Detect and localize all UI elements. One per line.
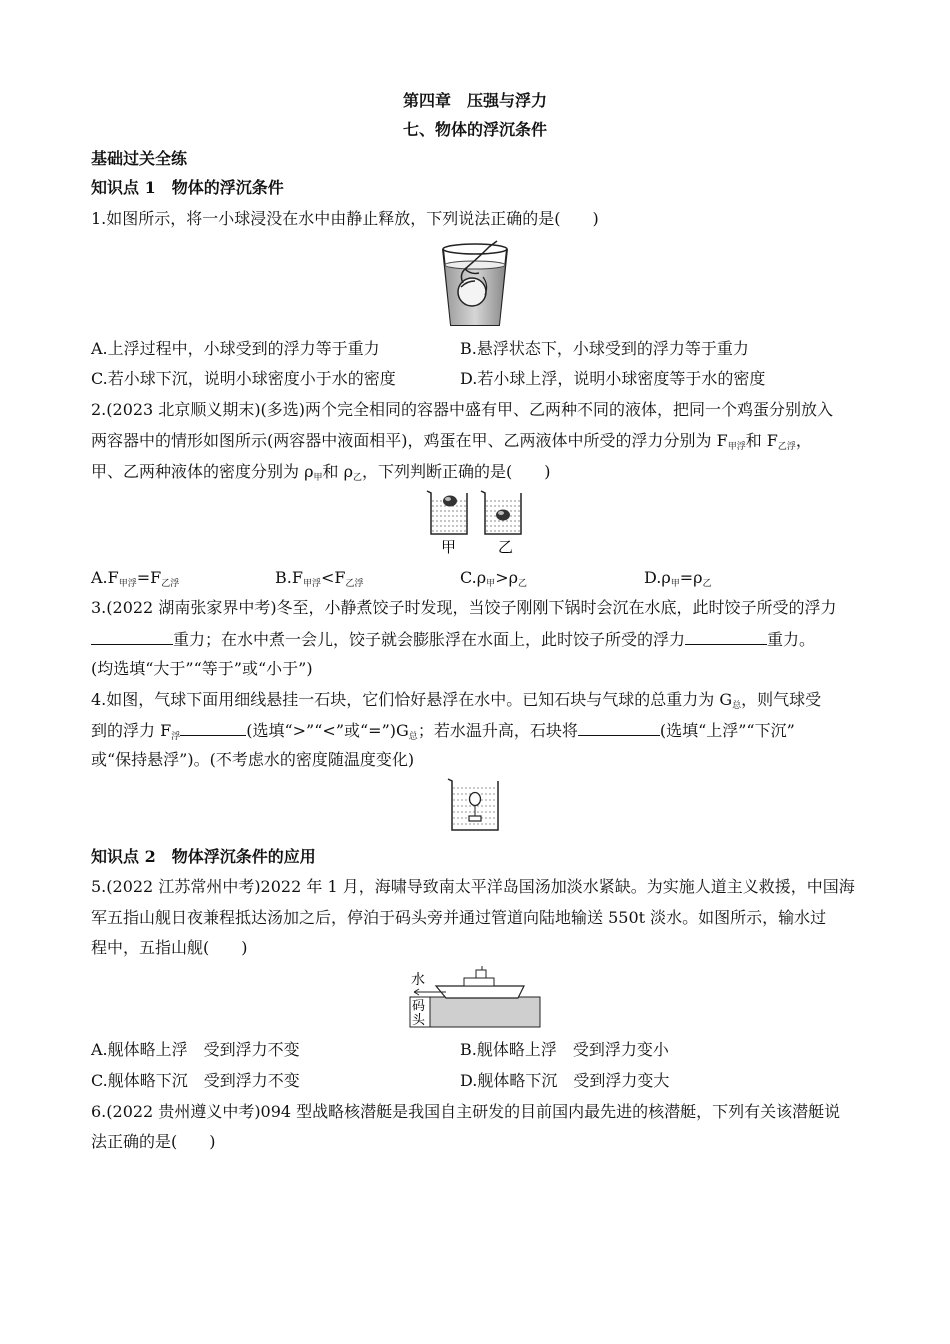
q2-line-1: 2.(2023 北京顺义期末)(多选)两个完全相同的容器中盛有甲、乙两种不同的液体，把同一个鸡蛋分别放入 bbox=[91, 400, 834, 419]
q3-line-3: (均选填“大于”“等于”或“小于”) bbox=[91, 659, 313, 678]
q3-line-2: 重力；在水中煮一会儿，饺子就会膨胀浮在水面上，此时饺子所受的浮力 重力。 bbox=[91, 628, 815, 651]
q5-option-a: A.舰体略上浮 受到浮力不变 bbox=[91, 1040, 300, 1059]
q4-line-3: 或“保持悬浮”)。(不考虑水的密度随温度变化) bbox=[91, 750, 415, 769]
q6-line-2: 法正确的是( ) bbox=[91, 1132, 216, 1151]
q3-blank-2[interactable] bbox=[685, 628, 767, 645]
section-title: 七、物体的浮沉条件 bbox=[402, 120, 547, 139]
q1-option-c: C.若小球下沉，说明小球密度小于水的密度 bbox=[91, 369, 396, 388]
q5-option-b: B.舰体略上浮 受到浮力变小 bbox=[460, 1040, 669, 1059]
q1-stem: 1.如图所示，将一小球浸没在水中由静止释放，下列说法正确的是( ) bbox=[91, 209, 599, 228]
knowledge-point-1: 知识点 1 物体的浮沉条件 bbox=[91, 178, 284, 197]
q2-fig-label-yi: 乙 bbox=[498, 538, 514, 556]
q2-option-d: D.ρ甲=ρ乙 bbox=[644, 568, 712, 589]
q5-line-1: 5.(2022 江苏常州中考)2022 年 1 月，海啸导致南太平洋岛国汤加淡水紧缺。为实施人道主义救援，中国海 bbox=[91, 877, 855, 896]
q5-option-c: C.舰体略下沉 受到浮力不变 bbox=[91, 1071, 300, 1090]
q1-option-b: B.悬浮状态下，小球受到的浮力等于重力 bbox=[460, 339, 749, 358]
q4-blank-1[interactable] bbox=[180, 719, 246, 736]
q4-blank-2[interactable] bbox=[578, 719, 660, 736]
q4-line-2: 到的浮力 F浮 (选填“>”“<”或“=”)G总；若水温升高，石块将 (选填“上浮”“下沉” bbox=[91, 721, 795, 742]
q2-line-3: 甲、乙两种液体的密度分别为 ρ甲和 ρ乙，下列判断正确的是( ) bbox=[91, 462, 551, 483]
q5-ship-dock-figure bbox=[406, 964, 544, 1030]
q4-beaker-balloon-stone-figure bbox=[446, 776, 504, 834]
q4-line-1: 4.如图，气球下面用细线悬挂一石块，它们恰好悬浮在水中。已知石块与气球的总重力为 G总，则气球受 bbox=[91, 690, 822, 711]
part-title: 基础过关全练 bbox=[91, 149, 188, 168]
q6-line-1: 6.(2022 贵州遵义中考)094 型战略核潜艇是我国自主研发的目前国内最先进的核潜艇，下列有关该潜艇说 bbox=[91, 1102, 841, 1121]
q2-fig-label-jia: 甲 bbox=[441, 538, 457, 556]
q5-fig-label-dock-1: 码 bbox=[412, 999, 426, 1014]
q5-fig-label-water: 水 bbox=[411, 972, 425, 988]
q2-option-a: A.F甲浮=F乙浮 bbox=[91, 568, 180, 589]
q2-option-c: C.ρ甲>ρ乙 bbox=[460, 568, 528, 589]
q5-fig-label-dock-2: 头 bbox=[412, 1013, 426, 1028]
q2-line-2: 两容器中的情形如图所示(两容器中液面相平)，鸡蛋在甲、乙两液体中所受的浮力分别为 F甲浮和 F乙浮， bbox=[91, 431, 812, 452]
q2-two-beakers-egg-figure bbox=[425, 488, 530, 558]
q5-line-2: 军五指山舰日夜兼程抵达汤加之后，停泊于码头旁并通过管道向陆地输送 550t 淡水。如图所示，输水过 bbox=[91, 908, 827, 927]
knowledge-point-2: 知识点 2 物体浮沉条件的应用 bbox=[91, 847, 316, 866]
q3-blank-1[interactable] bbox=[91, 628, 173, 645]
chapter-title: 第四章 压强与浮力 bbox=[402, 91, 547, 110]
q2-option-b: B.F甲浮<F乙浮 bbox=[275, 568, 364, 589]
q1-option-d: D.若小球上浮，说明小球密度等于水的密度 bbox=[460, 369, 766, 388]
q1-beaker-hand-ball-figure bbox=[437, 237, 513, 329]
q5-line-3: 程中，五指山舰( ) bbox=[91, 938, 248, 957]
q3-line-1: 3.(2022 湖南张家界中考)冬至，小静煮饺子时发现，当饺子刚刚下锅时会沉在水底，此时饺子所受的浮力 bbox=[91, 598, 837, 617]
q5-option-d: D.舰体略下沉 受到浮力变大 bbox=[460, 1071, 670, 1090]
q1-option-a: A.上浮过程中，小球受到的浮力等于重力 bbox=[91, 339, 380, 358]
